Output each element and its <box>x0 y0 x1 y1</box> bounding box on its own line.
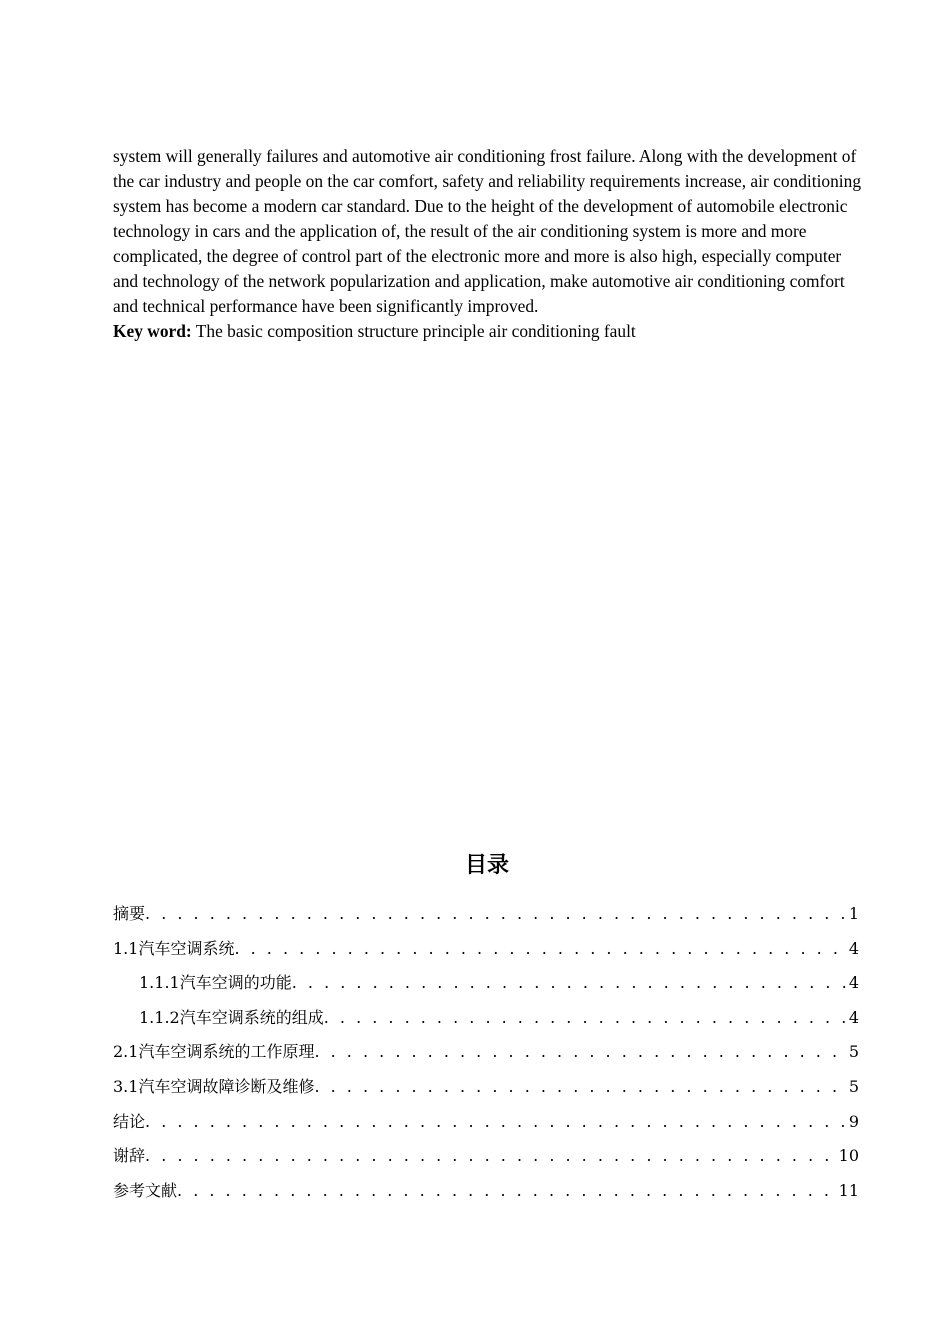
keywords-text: The basic composition structure principle air conditioning fault <box>191 321 636 341</box>
toc-page-number: 10 <box>838 1146 859 1166</box>
abstract-body: system will generally failures and automotive air conditioning frost failure. Along with the development of the car industry and people on the car comfort, safety and reliability requirements increase, air conditioning system has become a modern car standard. Due to the height of the development of automobile electronic technology in cars and the application of, the result of the air conditioning system is more and more complicated, the degree of control part of the electronic more and more is also high, especially computer and technology of the network popularization and application, make automotive air conditioning comfort and technical performance have been significantly improved. <box>113 146 862 316</box>
toc-dot-leader <box>314 1037 846 1067</box>
toc-entry-2-1[interactable] <box>113 1037 859 1072</box>
toc-entry-1-1[interactable] <box>113 934 859 969</box>
toc-dot-leader <box>324 1003 847 1033</box>
toc-dot-leader <box>145 899 847 929</box>
toc-entry-text: 摘要 <box>113 904 146 923</box>
toc-entry-abstract[interactable] <box>113 899 859 934</box>
abstract-section <box>113 144 861 344</box>
table-of-contents <box>113 899 859 1210</box>
toc-dot-leader <box>292 968 847 998</box>
toc-entry-text: 1.1汽车空调系统 <box>113 938 235 958</box>
toc-entry-text: 参考文献 <box>113 1180 178 1200</box>
toc-dot-leader <box>314 1072 846 1102</box>
toc-entry-text: 3.1汽车空调故障诊断及维修 <box>113 1076 315 1096</box>
toc-page-number: 5 <box>848 1042 859 1062</box>
toc-entry-text: 2.1汽车空调系统的工作原理 <box>113 1042 315 1062</box>
keywords-label: Key word: <box>113 321 192 341</box>
toc-page-number: 9 <box>848 1111 859 1131</box>
toc-entry-text: 1.1.2汽车空调系统的组成 <box>139 1007 324 1027</box>
toc-entry-text: 谢辞 <box>113 1146 146 1166</box>
toc-page-number: 1 <box>848 904 859 923</box>
keywords-line <box>113 319 861 344</box>
toc-entry-acknowledgements[interactable] <box>113 1141 859 1176</box>
toc-dot-leader <box>145 1141 837 1171</box>
toc-entry-conclusion[interactable] <box>113 1107 859 1142</box>
toc-page-number: 4 <box>848 973 859 993</box>
toc-entry-1-1-1[interactable] <box>113 968 859 1003</box>
toc-entry-3-1[interactable] <box>113 1072 859 1107</box>
toc-dot-leader <box>145 1107 847 1137</box>
toc-page-number: 5 <box>848 1076 859 1096</box>
toc-dot-leader <box>234 934 846 964</box>
toc-entry-references[interactable] <box>113 1176 859 1211</box>
toc-dot-leader <box>177 1176 837 1206</box>
toc-page-number: 11 <box>838 1180 859 1200</box>
toc-page-number: 4 <box>848 938 859 958</box>
toc-title: 目录 <box>464 853 509 878</box>
toc-entry-text: 1.1.1汽车空调的功能 <box>139 973 292 993</box>
toc-entry-text: 结论 <box>113 1111 146 1131</box>
toc-entry-1-1-2[interactable] <box>113 1003 859 1038</box>
toc-page-number: 4 <box>848 1007 859 1027</box>
